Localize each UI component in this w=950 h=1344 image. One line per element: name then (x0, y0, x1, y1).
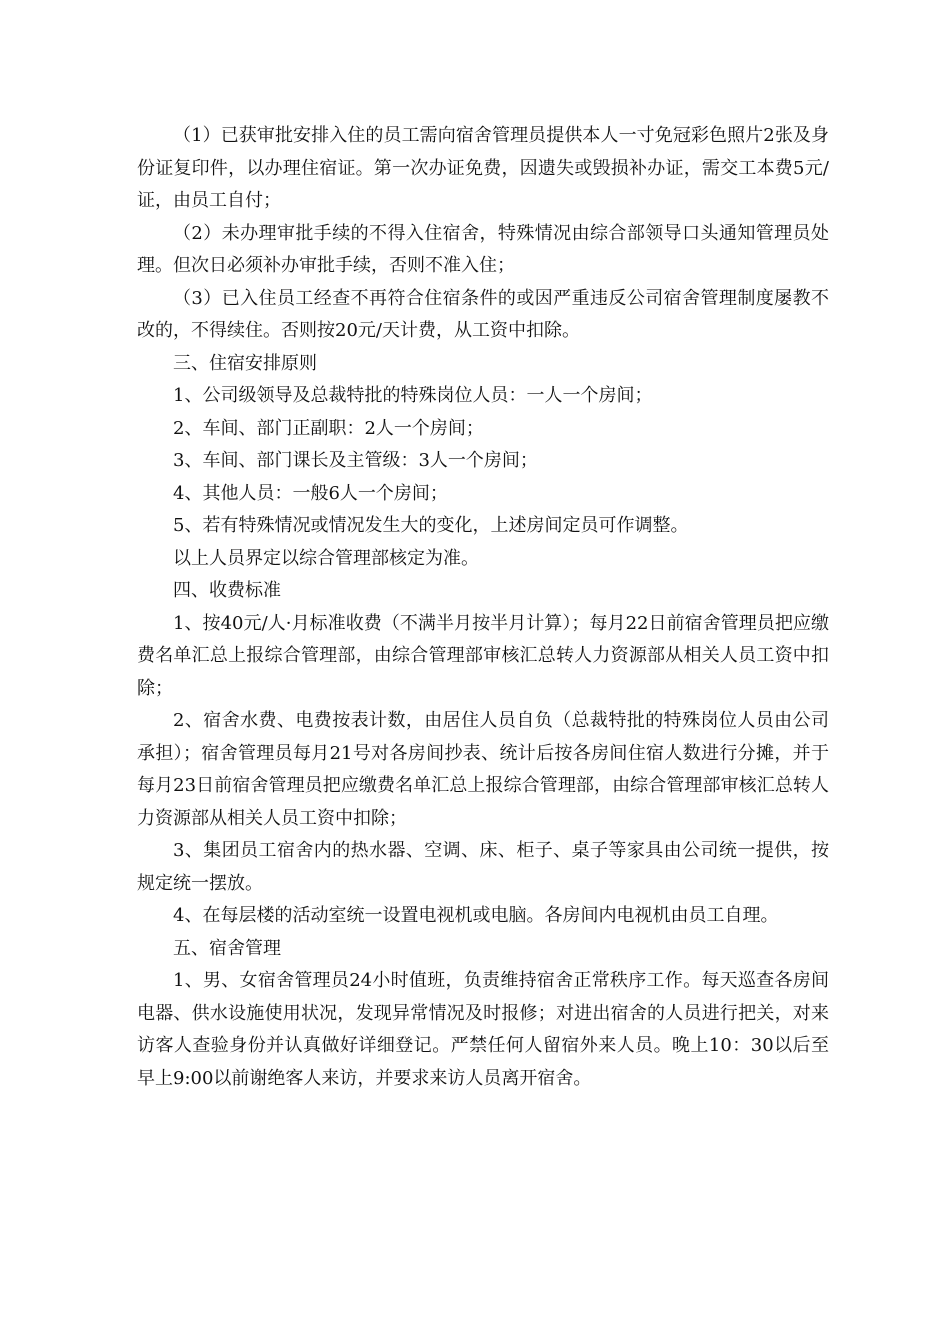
paragraph-photo-id-requirement: （1）已获审批安排入住的员工需向宿舍管理员提供本人一寸免冠彩色照片2张及身份证复印件，以办理住宿证。第一次办证免费，因遗失或毁损补办证，需交工本费5元/证，由员工自付； (137, 125, 829, 211)
paragraph-unapproved-entry: （2）未办理审批手续的不得入住宿舍，特殊情况由综合部领导口头通知管理员处理。但次日必须补办审批手续，否则不准入住； (137, 222, 829, 276)
paragraph-furniture: 3、集团员工宿舍内的热水器、空调、床、柜子、桌子等家具由公司统一提供，按规定统一摆放。 (137, 840, 829, 894)
section-heading-accommodation-principles: 三、住宿安排原则 (173, 352, 317, 374)
paragraph-continued-stay: （3）已入住员工经查不再符合住宿条件的或因严重违反公司宿舍管理制度屡教不改的，不得续住。否则按20元/天计费，从工资中扣除。 (137, 287, 829, 341)
list-item-section-chiefs: 3、车间、部门课长及主管级：3人一个房间； (173, 450, 538, 471)
list-item-other-staff: 4、其他人员：一般6人一个房间； (173, 482, 448, 504)
paragraph-utilities-fee: 2、宿舍水费、电费按表计数，由居住人员自负（总裁特批的特殊岗位人员由公司承担）；宿舍管理员每月21号对各房间抄表、统计后按各房间住宿人数进行分摊，并于每月23日前宿舍管理员把应缴费名单汇总上报综合管理部，由综合管理部审核汇总转人力资源部从相关人员工资中扣除； (137, 710, 829, 829)
paragraph-personnel-definition: 以上人员界定以综合管理部核定为准。 (173, 547, 479, 569)
paragraph-monthly-fee: 1、按40元/人·月标准收费（不满半月按半月计算）；每月22日前宿舍管理员把应缴费名单汇总上报综合管理部，由综合管理部审核汇总转人力资源部从相关人员工资中扣除； (137, 612, 829, 699)
paragraph-tv-computer: 4、在每层楼的活动室统一设置电视机或电脑。各房间内电视机由员工自理。 (173, 905, 779, 926)
list-item-company-leaders: 1、公司级领导及总裁特批的特殊岗位人员：一人一个房间； (173, 385, 653, 406)
paragraph-dorm-administrator-duty: 1、男、女宿舍管理员24小时值班，负责维持宿舍正常秩序工作。每天巡查各房间电器、供水设施使用状况，发现异常情况及时报修；对进出宿舍的人员进行把关，对来访客人查验身份并认真做好详细登记。严禁任何人留宿外来人员。晚上10：30以后至早上9:00以前谢绝客人来访，并要求来访人员离开宿舍。 (137, 970, 829, 1089)
section-heading-dorm-management: 五、宿舍管理 (173, 937, 281, 959)
document-body (137, 120, 829, 1095)
list-item-special-adjustment: 5、若有特殊情况或情况发生大的变化，上述房间定员可作调整。 (173, 515, 689, 536)
section-heading-fee-standard: 四、收费标准 (173, 580, 281, 601)
list-item-department-heads: 2、车间、部门正副职：2人一个房间； (173, 417, 484, 439)
